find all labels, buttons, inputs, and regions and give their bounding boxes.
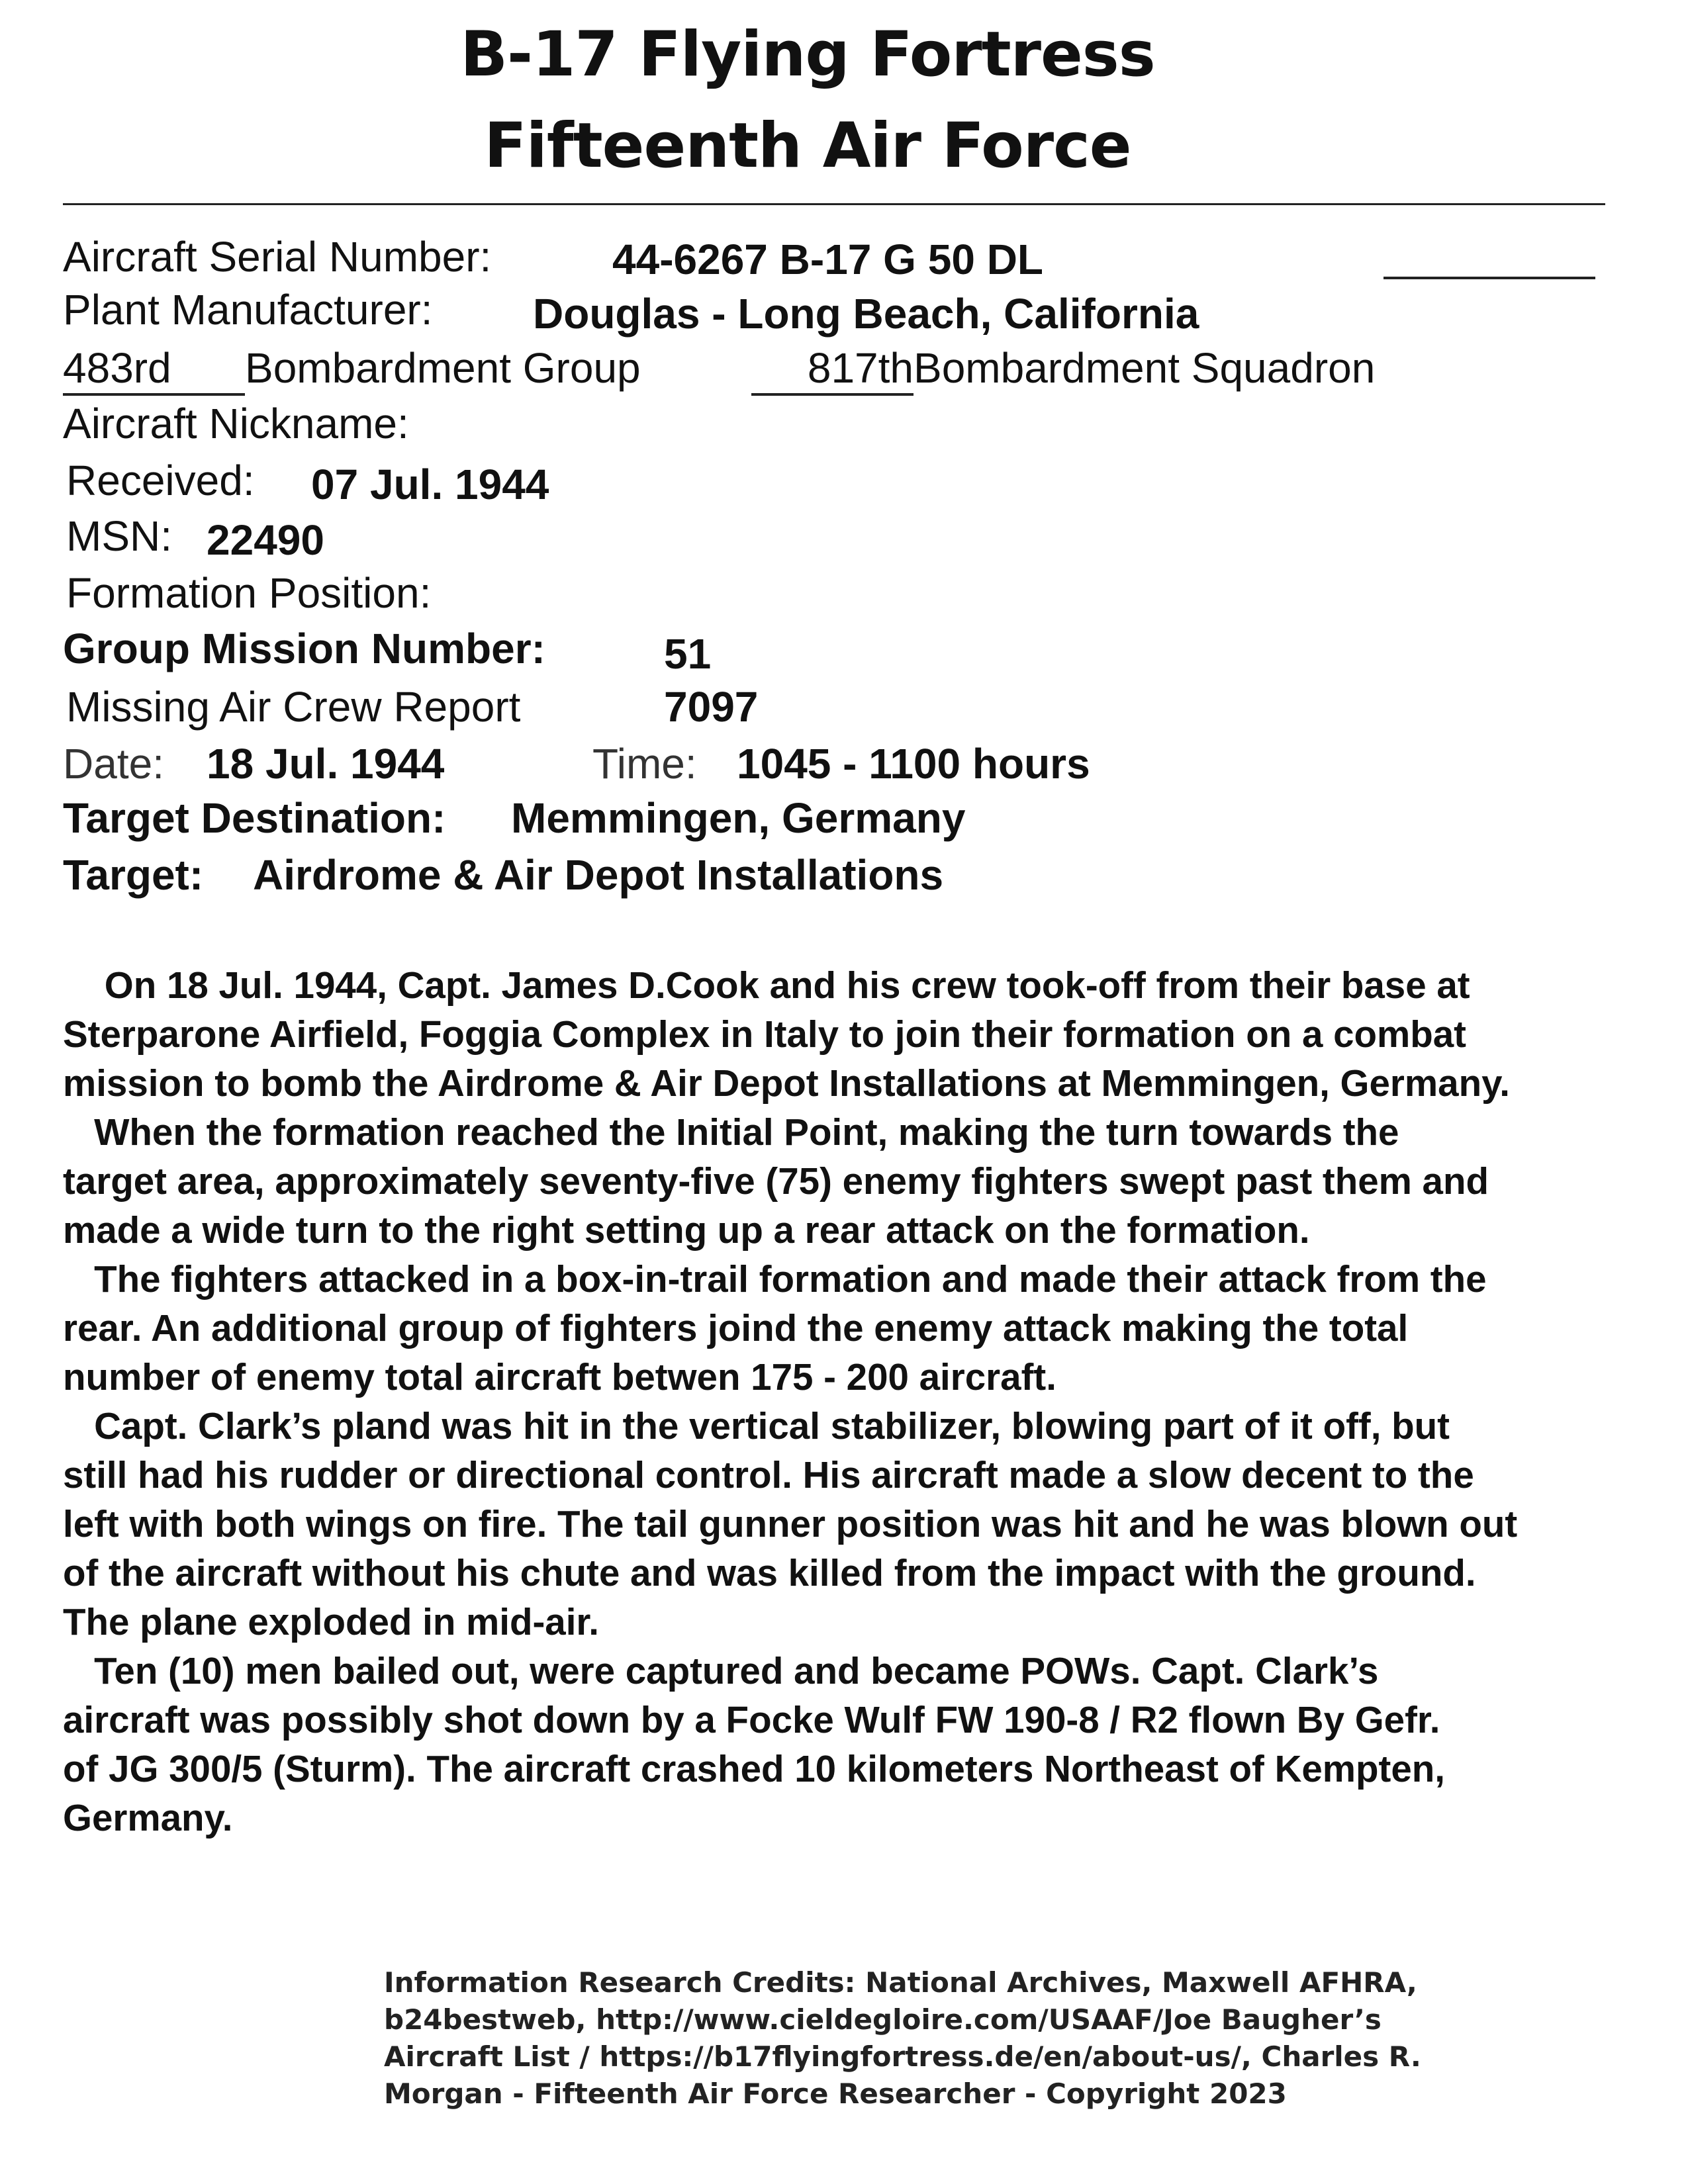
credits-line: Aircraft List / https://b17flyingfortress.de/en/about-us/, Charles R. (384, 2040, 1421, 2073)
narrative-line: of JG 300/5 (Sturm). The aircraft crashed 10 kilometers Northeast of Kempten, (63, 1748, 1445, 1790)
research-credits (384, 1964, 1421, 2113)
target-destination-value: Memmingen, Germany (511, 794, 966, 842)
narrative-line: rear. An additional group of fighters joind the enemy attack making the total (63, 1307, 1409, 1349)
blank-line (1383, 277, 1595, 279)
nickname-label: Aircraft Nickname: (63, 400, 409, 447)
serial-value: 44-6267 B-17 G 50 DL (612, 236, 1043, 283)
narrative-line: made a wide turn to the right setting up a rear attack on the formation. (63, 1209, 1310, 1251)
narrative-line: The fighters attacked in a box-in-trail formation and made their attack from the (63, 1258, 1487, 1300)
page-title-line-2: Fifteenth Air Force (484, 110, 1131, 182)
date-label: Date: (63, 740, 164, 788)
narrative-line: aircraft was possibly shot down by a Focke Wulf FW 190-8 / R2 flown By Gefr. (63, 1699, 1440, 1741)
narrative-line: of the aircraft without his chute and was killed from the impact with the ground. (63, 1552, 1476, 1594)
narrative-line: Germany. (63, 1797, 233, 1839)
formation-label: Formation Position: (66, 569, 432, 617)
received-value: 07 Jul. 1944 (311, 461, 549, 508)
manufacturer-label: Plant Manufacturer: (63, 286, 433, 334)
narrative-line: On 18 Jul. 1944, Capt. James D.Cook and his crew took-off from their base at (63, 964, 1470, 1006)
narrative-line: mission to bomb the Airdrome & Air Depot Installations at Memmingen, Germany. (63, 1062, 1511, 1104)
target-value: Airdrome & Air Depot Installations (253, 851, 944, 899)
narrative-line: left with both wings on fire. The tail gunner position was hit and he was blown out (63, 1503, 1518, 1545)
narrative-line: still had his rudder or directional control. His aircraft made a slow decent to the (63, 1454, 1474, 1496)
date-value: 18 Jul. 1944 (207, 740, 445, 788)
group-mission-value: 51 (664, 630, 712, 678)
credits-line: Morgan - Fifteenth Air Force Researcher - Copyright 2023 (384, 2077, 1287, 2110)
manufacturer-value: Douglas - Long Beach, California (533, 290, 1199, 338)
macr-label: Missing Air Crew Report (66, 683, 521, 731)
squadron-value: 817th (751, 343, 914, 396)
received-label: Received: (66, 457, 255, 504)
narrative-line: Sterparone Airfield, Foggia Complex in Italy to join their formation on a combat (63, 1013, 1466, 1055)
squadron-line (751, 343, 1375, 396)
page-title-line-1: B-17 Flying Fortress (460, 19, 1155, 91)
narrative-line: The plane exploded in mid-air. (63, 1601, 599, 1643)
title-divider (63, 203, 1605, 205)
time-label: Time: (592, 740, 697, 788)
macr-value: 7097 (664, 683, 759, 731)
narrative-line: Capt. Clark’s pland was hit in the vertical stabilizer, blowing part of it off, but (63, 1405, 1450, 1447)
group-mission-label: Group Mission Number: (63, 625, 545, 672)
msn-label: MSN: (66, 512, 172, 560)
target-label: Target: (63, 851, 204, 899)
narrative-line: number of enemy total aircraft betwen 175 - 200 aircraft. (63, 1356, 1056, 1398)
time-value: 1045 - 1100 hours (737, 740, 1090, 788)
credits-line: Information Research Credits: National Archives, Maxwell AFHRA, (384, 1966, 1417, 1999)
narrative (63, 961, 1678, 1843)
narrative-line: When the formation reached the Initial Point, making the turn towards the (63, 1111, 1399, 1153)
narrative-line: Ten (10) men bailed out, were captured and became POWs. Capt. Clark’s (63, 1650, 1379, 1692)
narrative-line: target area, approximately seventy-five (75) enemy fighters swept past them and (63, 1160, 1489, 1202)
group-label: Bombardment Group (245, 344, 641, 392)
squadron-label: Bombardment Squadron (914, 344, 1376, 392)
serial-label: Aircraft Serial Number: (63, 233, 492, 281)
group-value: 483rd (63, 343, 245, 396)
target-destination-label: Target Destination: (63, 794, 446, 842)
credits-line: b24bestweb, http://www.cieldegloire.com/USAAF/Joe Baugher’s (384, 2003, 1382, 2036)
group-line (63, 343, 641, 396)
msn-value: 22490 (207, 516, 324, 564)
